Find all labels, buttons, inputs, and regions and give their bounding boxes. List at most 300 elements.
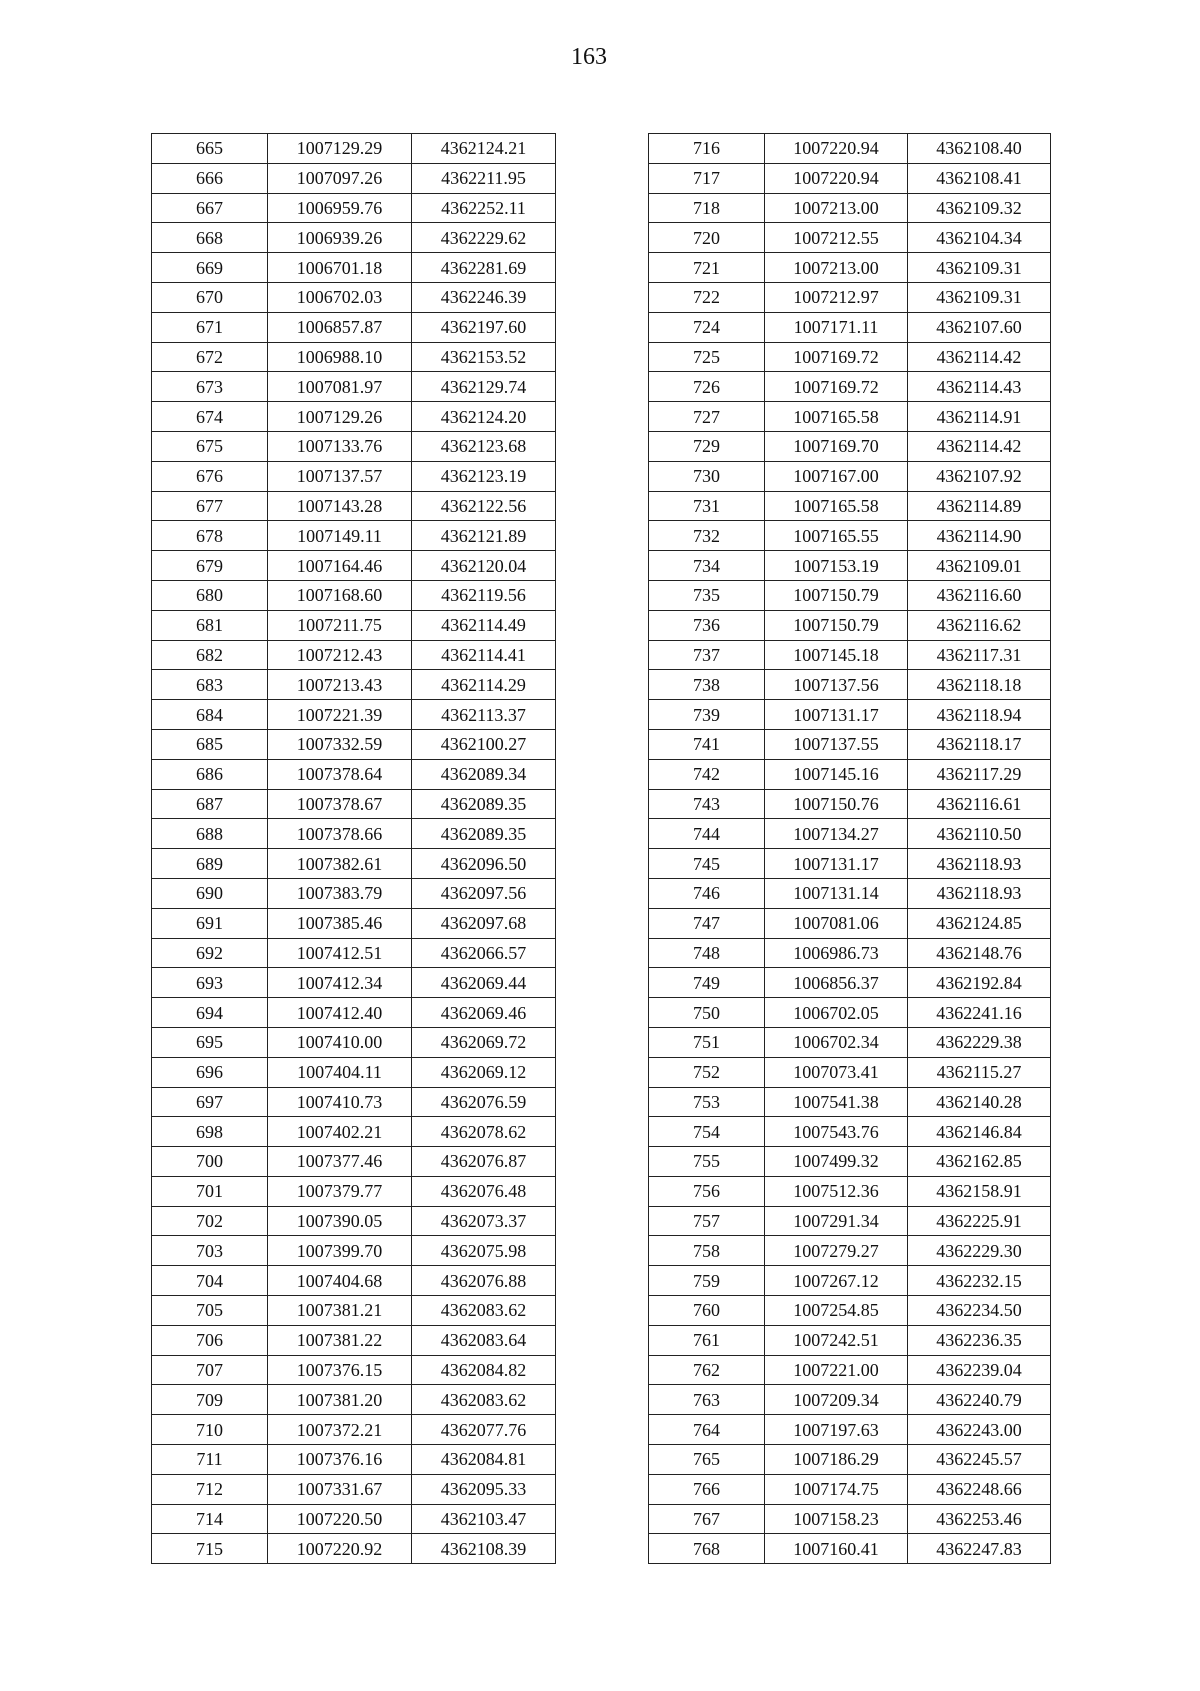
- table-row: [649, 670, 1051, 700]
- point-number-cell: 716: [649, 134, 765, 164]
- x-coordinate-cell: 1007212.55: [765, 223, 908, 253]
- point-number-cell: 700: [152, 1147, 268, 1177]
- x-coordinate-cell: 1007212.97: [765, 282, 908, 312]
- point-number-cell: 673: [152, 372, 268, 402]
- table-row: [649, 1504, 1051, 1534]
- point-number-cell: 745: [649, 849, 765, 879]
- y-coordinate-cell: 4362197.60: [412, 312, 556, 342]
- point-number-cell: 683: [152, 670, 268, 700]
- table-row: [152, 134, 556, 164]
- y-coordinate-cell: 4362115.27: [908, 1057, 1051, 1087]
- y-coordinate-cell: 4362097.68: [412, 908, 556, 938]
- y-coordinate-cell: 4362089.35: [412, 819, 556, 849]
- point-number-cell: 676: [152, 461, 268, 491]
- table-row: [152, 968, 556, 998]
- x-coordinate-cell: 1007143.28: [268, 491, 412, 521]
- x-coordinate-cell: 1007137.55: [765, 729, 908, 759]
- table-row: [649, 134, 1051, 164]
- y-coordinate-cell: 4362073.37: [412, 1206, 556, 1236]
- x-coordinate-cell: 1007186.29: [765, 1445, 908, 1475]
- point-number-cell: 760: [649, 1296, 765, 1326]
- table-row: [152, 342, 556, 372]
- x-coordinate-cell: 1007382.61: [268, 849, 412, 879]
- table-row: [152, 1057, 556, 1087]
- y-coordinate-cell: 4362114.42: [908, 431, 1051, 461]
- x-coordinate-cell: 1007137.57: [268, 461, 412, 491]
- table-row: [152, 789, 556, 819]
- table-row: [152, 253, 556, 283]
- table-row: [649, 849, 1051, 879]
- x-coordinate-cell: 1007169.70: [765, 431, 908, 461]
- table-row: [152, 1325, 556, 1355]
- y-coordinate-cell: 4362076.59: [412, 1087, 556, 1117]
- table-row: [649, 1206, 1051, 1236]
- x-coordinate-cell: 1007541.38: [765, 1087, 908, 1117]
- point-number-cell: 720: [649, 223, 765, 253]
- table-row: [649, 1117, 1051, 1147]
- x-coordinate-cell: 1007213.00: [765, 253, 908, 283]
- point-number-cell: 753: [649, 1087, 765, 1117]
- point-number-cell: 762: [649, 1355, 765, 1385]
- y-coordinate-cell: 4362108.41: [908, 163, 1051, 193]
- table-row: [152, 163, 556, 193]
- table-row: [152, 461, 556, 491]
- x-coordinate-cell: 1007381.21: [268, 1296, 412, 1326]
- y-coordinate-cell: 4362225.91: [908, 1206, 1051, 1236]
- table-row: [649, 372, 1051, 402]
- x-coordinate-cell: 1007081.97: [268, 372, 412, 402]
- y-coordinate-cell: 4362078.62: [412, 1117, 556, 1147]
- point-number-cell: 737: [649, 640, 765, 670]
- y-coordinate-cell: 4362123.68: [412, 431, 556, 461]
- x-coordinate-cell: 1006701.18: [268, 253, 412, 283]
- point-number-cell: 758: [649, 1236, 765, 1266]
- y-coordinate-cell: 4362109.32: [908, 193, 1051, 223]
- table-row: [152, 878, 556, 908]
- x-coordinate-cell: 1007165.58: [765, 491, 908, 521]
- y-coordinate-cell: 4362083.62: [412, 1385, 556, 1415]
- y-coordinate-cell: 4362083.62: [412, 1296, 556, 1326]
- point-number-cell: 696: [152, 1057, 268, 1087]
- x-coordinate-cell: 1007410.00: [268, 1027, 412, 1057]
- y-coordinate-cell: 4362234.50: [908, 1296, 1051, 1326]
- point-number-cell: 739: [649, 700, 765, 730]
- x-coordinate-cell: 1007150.79: [765, 610, 908, 640]
- table-row: [152, 938, 556, 968]
- x-coordinate-cell: 1007150.79: [765, 580, 908, 610]
- point-number-cell: 692: [152, 938, 268, 968]
- x-coordinate-cell: 1007385.46: [268, 908, 412, 938]
- x-coordinate-cell: 1007169.72: [765, 342, 908, 372]
- point-number-cell: 722: [649, 282, 765, 312]
- point-number-cell: 711: [152, 1445, 268, 1475]
- table-row: [152, 1445, 556, 1475]
- point-number-cell: 741: [649, 729, 765, 759]
- table-row: [649, 1027, 1051, 1057]
- table-row: [152, 729, 556, 759]
- y-coordinate-cell: 4362107.60: [908, 312, 1051, 342]
- point-number-cell: 698: [152, 1117, 268, 1147]
- table-row: [649, 1266, 1051, 1296]
- x-coordinate-cell: 1007165.58: [765, 402, 908, 432]
- table-row: [649, 312, 1051, 342]
- x-coordinate-cell: 1007379.77: [268, 1176, 412, 1206]
- table-row: [649, 1176, 1051, 1206]
- y-coordinate-cell: 4362192.84: [908, 968, 1051, 998]
- point-number-cell: 744: [649, 819, 765, 849]
- y-coordinate-cell: 4362118.17: [908, 729, 1051, 759]
- y-coordinate-cell: 4362116.62: [908, 610, 1051, 640]
- table-row: [152, 1415, 556, 1445]
- table-row: [649, 998, 1051, 1028]
- table-row: [152, 819, 556, 849]
- point-number-cell: 717: [649, 163, 765, 193]
- x-coordinate-cell: 1007390.05: [268, 1206, 412, 1236]
- point-number-cell: 752: [649, 1057, 765, 1087]
- x-coordinate-cell: 1006857.87: [268, 312, 412, 342]
- table-row: [649, 1534, 1051, 1564]
- point-number-cell: 685: [152, 729, 268, 759]
- table-row: [649, 1236, 1051, 1266]
- y-coordinate-cell: 4362076.88: [412, 1266, 556, 1296]
- table-row: [152, 700, 556, 730]
- y-coordinate-cell: 4362162.85: [908, 1147, 1051, 1177]
- x-coordinate-cell: 1007168.60: [268, 580, 412, 610]
- x-coordinate-cell: 1007212.43: [268, 640, 412, 670]
- table-row: [152, 1176, 556, 1206]
- x-coordinate-cell: 1007133.76: [268, 431, 412, 461]
- point-number-cell: 672: [152, 342, 268, 372]
- y-coordinate-cell: 4362240.79: [908, 1385, 1051, 1415]
- point-number-cell: 665: [152, 134, 268, 164]
- y-coordinate-cell: 4362097.56: [412, 878, 556, 908]
- table-row: [152, 312, 556, 342]
- y-coordinate-cell: 4362116.60: [908, 580, 1051, 610]
- table-row: [152, 580, 556, 610]
- x-coordinate-cell: 1007267.12: [765, 1266, 908, 1296]
- y-coordinate-cell: 4362089.34: [412, 759, 556, 789]
- table-row: [649, 461, 1051, 491]
- table-row: [152, 282, 556, 312]
- page-number: 163: [571, 44, 607, 70]
- table-row: [649, 1296, 1051, 1326]
- point-number-cell: 701: [152, 1176, 268, 1206]
- y-coordinate-cell: 4362066.57: [412, 938, 556, 968]
- table-row: [649, 491, 1051, 521]
- x-coordinate-cell: 1006988.10: [268, 342, 412, 372]
- table-row: [152, 402, 556, 432]
- point-number-cell: 725: [649, 342, 765, 372]
- y-coordinate-cell: 4362108.39: [412, 1534, 556, 1564]
- x-coordinate-cell: 1007213.00: [765, 193, 908, 223]
- y-coordinate-cell: 4362124.20: [412, 402, 556, 432]
- x-coordinate-cell: 1007097.26: [268, 163, 412, 193]
- table-row: [152, 223, 556, 253]
- point-number-cell: 684: [152, 700, 268, 730]
- x-coordinate-cell: 1007402.21: [268, 1117, 412, 1147]
- table-row: [649, 1087, 1051, 1117]
- point-number-cell: 697: [152, 1087, 268, 1117]
- y-coordinate-cell: 4362241.16: [908, 998, 1051, 1028]
- y-coordinate-cell: 4362236.35: [908, 1325, 1051, 1355]
- point-number-cell: 678: [152, 521, 268, 551]
- point-number-cell: 691: [152, 908, 268, 938]
- point-number-cell: 731: [649, 491, 765, 521]
- x-coordinate-cell: 1007378.67: [268, 789, 412, 819]
- x-coordinate-cell: 1007499.32: [765, 1147, 908, 1177]
- x-coordinate-cell: 1007153.19: [765, 551, 908, 581]
- x-coordinate-cell: 1006856.37: [765, 968, 908, 998]
- table-row: [152, 1236, 556, 1266]
- point-number-cell: 718: [649, 193, 765, 223]
- point-number-cell: 680: [152, 580, 268, 610]
- table-row: [152, 521, 556, 551]
- point-number-cell: 687: [152, 789, 268, 819]
- x-coordinate-cell: 1007220.94: [765, 163, 908, 193]
- x-coordinate-cell: 1007165.55: [765, 521, 908, 551]
- y-coordinate-cell: 4362113.37: [412, 700, 556, 730]
- y-coordinate-cell: 4362123.19: [412, 461, 556, 491]
- x-coordinate-cell: 1007412.34: [268, 968, 412, 998]
- table-row: [152, 1027, 556, 1057]
- table-row: [649, 1474, 1051, 1504]
- y-coordinate-cell: 4362109.31: [908, 253, 1051, 283]
- x-coordinate-cell: 1007399.70: [268, 1236, 412, 1266]
- point-number-cell: 750: [649, 998, 765, 1028]
- x-coordinate-cell: 1007381.20: [268, 1385, 412, 1415]
- table-row: [152, 1296, 556, 1326]
- table-row: [152, 193, 556, 223]
- table-row: [152, 491, 556, 521]
- y-coordinate-cell: 4362114.41: [412, 640, 556, 670]
- table-row: [152, 670, 556, 700]
- x-coordinate-cell: 1007381.22: [268, 1325, 412, 1355]
- y-coordinate-cell: 4362146.84: [908, 1117, 1051, 1147]
- x-coordinate-cell: 1007412.51: [268, 938, 412, 968]
- y-coordinate-cell: 4362095.33: [412, 1474, 556, 1504]
- y-coordinate-cell: 4362114.29: [412, 670, 556, 700]
- x-coordinate-cell: 1007213.43: [268, 670, 412, 700]
- y-coordinate-cell: 4362229.38: [908, 1027, 1051, 1057]
- y-coordinate-cell: 4362114.90: [908, 521, 1051, 551]
- table-row: [649, 1147, 1051, 1177]
- point-number-cell: 727: [649, 402, 765, 432]
- y-coordinate-cell: 4362153.52: [412, 342, 556, 372]
- table-row: [152, 908, 556, 938]
- point-number-cell: 735: [649, 580, 765, 610]
- point-number-cell: 748: [649, 938, 765, 968]
- table-row: [649, 551, 1051, 581]
- y-coordinate-cell: 4362140.28: [908, 1087, 1051, 1117]
- x-coordinate-cell: 1007376.15: [268, 1355, 412, 1385]
- x-coordinate-cell: 1007145.16: [765, 759, 908, 789]
- table-row: [649, 1385, 1051, 1415]
- table-row: [649, 878, 1051, 908]
- x-coordinate-cell: 1007209.34: [765, 1385, 908, 1415]
- table-row: [152, 1355, 556, 1385]
- x-coordinate-cell: 1006939.26: [268, 223, 412, 253]
- x-coordinate-cell: 1007220.94: [765, 134, 908, 164]
- y-coordinate-cell: 4362114.91: [908, 402, 1051, 432]
- x-coordinate-cell: 1007197.63: [765, 1415, 908, 1445]
- y-coordinate-cell: 4362083.64: [412, 1325, 556, 1355]
- point-number-cell: 681: [152, 610, 268, 640]
- y-coordinate-cell: 4362100.27: [412, 729, 556, 759]
- table-row: [649, 700, 1051, 730]
- table-row: [649, 1355, 1051, 1385]
- table-row: [649, 938, 1051, 968]
- x-coordinate-cell: 1006702.05: [765, 998, 908, 1028]
- x-coordinate-cell: 1007242.51: [765, 1325, 908, 1355]
- table-row: [152, 610, 556, 640]
- table-row: [152, 1117, 556, 1147]
- y-coordinate-cell: 4362253.46: [908, 1504, 1051, 1534]
- y-coordinate-cell: 4362118.93: [908, 849, 1051, 879]
- table-row: [649, 521, 1051, 551]
- y-coordinate-cell: 4362129.74: [412, 372, 556, 402]
- y-coordinate-cell: 4362119.56: [412, 580, 556, 610]
- point-number-cell: 709: [152, 1385, 268, 1415]
- table-row: [649, 431, 1051, 461]
- point-number-cell: 749: [649, 968, 765, 998]
- x-coordinate-cell: 1007160.41: [765, 1534, 908, 1564]
- y-coordinate-cell: 4362076.87: [412, 1147, 556, 1177]
- y-coordinate-cell: 4362114.89: [908, 491, 1051, 521]
- x-coordinate-cell: 1007220.50: [268, 1504, 412, 1534]
- table-row: [152, 551, 556, 581]
- y-coordinate-cell: 4362069.12: [412, 1057, 556, 1087]
- table-row: [649, 759, 1051, 789]
- point-number-cell: 743: [649, 789, 765, 819]
- table-row: [649, 968, 1051, 998]
- table-row: [649, 580, 1051, 610]
- point-number-cell: 706: [152, 1325, 268, 1355]
- point-number-cell: 695: [152, 1027, 268, 1057]
- point-number-cell: 689: [152, 849, 268, 879]
- x-coordinate-cell: 1007167.00: [765, 461, 908, 491]
- y-coordinate-cell: 4362211.95: [412, 163, 556, 193]
- y-coordinate-cell: 4362077.76: [412, 1415, 556, 1445]
- table-row: [152, 1087, 556, 1117]
- y-coordinate-cell: 4362104.34: [908, 223, 1051, 253]
- table-row: [152, 1147, 556, 1177]
- table-row: [649, 729, 1051, 759]
- y-coordinate-cell: 4362117.29: [908, 759, 1051, 789]
- table-row: [649, 610, 1051, 640]
- x-coordinate-cell: 1007378.64: [268, 759, 412, 789]
- table-row: [649, 1057, 1051, 1087]
- table-row: [152, 372, 556, 402]
- y-coordinate-cell: 4362117.31: [908, 640, 1051, 670]
- table-row: [152, 1385, 556, 1415]
- table-row: [649, 1415, 1051, 1445]
- y-coordinate-cell: 4362124.85: [908, 908, 1051, 938]
- table-row: [152, 1534, 556, 1564]
- x-coordinate-cell: 1007221.39: [268, 700, 412, 730]
- point-number-cell: 666: [152, 163, 268, 193]
- y-coordinate-cell: 4362107.92: [908, 461, 1051, 491]
- point-number-cell: 757: [649, 1206, 765, 1236]
- table-row: [649, 223, 1051, 253]
- x-coordinate-cell: 1007543.76: [765, 1117, 908, 1147]
- point-number-cell: 734: [649, 551, 765, 581]
- table-row: [649, 163, 1051, 193]
- y-coordinate-cell: 4362243.00: [908, 1415, 1051, 1445]
- point-number-cell: 710: [152, 1415, 268, 1445]
- point-number-cell: 693: [152, 968, 268, 998]
- table-row: [649, 1325, 1051, 1355]
- y-coordinate-cell: 4362158.91: [908, 1176, 1051, 1206]
- point-number-cell: 675: [152, 431, 268, 461]
- x-coordinate-cell: 1007383.79: [268, 878, 412, 908]
- y-coordinate-cell: 4362118.93: [908, 878, 1051, 908]
- x-coordinate-cell: 1007137.56: [765, 670, 908, 700]
- table-row: [649, 789, 1051, 819]
- y-coordinate-cell: 4362109.01: [908, 551, 1051, 581]
- point-number-cell: 714: [152, 1504, 268, 1534]
- point-number-cell: 746: [649, 878, 765, 908]
- point-number-cell: 764: [649, 1415, 765, 1445]
- table-row: [649, 908, 1051, 938]
- x-coordinate-cell: 1007254.85: [765, 1296, 908, 1326]
- y-coordinate-cell: 4362247.83: [908, 1534, 1051, 1564]
- y-coordinate-cell: 4362096.50: [412, 849, 556, 879]
- x-coordinate-cell: 1007164.46: [268, 551, 412, 581]
- point-number-cell: 705: [152, 1296, 268, 1326]
- table-row: [649, 402, 1051, 432]
- point-number-cell: 688: [152, 819, 268, 849]
- table-row: [152, 431, 556, 461]
- y-coordinate-cell: 4362069.72: [412, 1027, 556, 1057]
- table-row: [649, 640, 1051, 670]
- x-coordinate-cell: 1007081.06: [765, 908, 908, 938]
- point-number-cell: 761: [649, 1325, 765, 1355]
- y-coordinate-cell: 4362075.98: [412, 1236, 556, 1266]
- x-coordinate-cell: 1007129.26: [268, 402, 412, 432]
- point-number-cell: 670: [152, 282, 268, 312]
- coordinate-table-right: [648, 133, 1051, 1564]
- point-number-cell: 694: [152, 998, 268, 1028]
- x-coordinate-cell: 1007211.75: [268, 610, 412, 640]
- y-coordinate-cell: 4362232.15: [908, 1266, 1051, 1296]
- point-number-cell: 704: [152, 1266, 268, 1296]
- y-coordinate-cell: 4362245.57: [908, 1445, 1051, 1475]
- x-coordinate-cell: 1007131.17: [765, 700, 908, 730]
- x-coordinate-cell: 1007376.16: [268, 1445, 412, 1475]
- x-coordinate-cell: 1007150.76: [765, 789, 908, 819]
- table-row: [152, 849, 556, 879]
- point-number-cell: 768: [649, 1534, 765, 1564]
- y-coordinate-cell: 4362069.44: [412, 968, 556, 998]
- point-number-cell: 679: [152, 551, 268, 581]
- x-coordinate-cell: 1007412.40: [268, 998, 412, 1028]
- point-number-cell: 754: [649, 1117, 765, 1147]
- x-coordinate-cell: 1007512.36: [765, 1176, 908, 1206]
- point-number-cell: 686: [152, 759, 268, 789]
- y-coordinate-cell: 4362246.39: [412, 282, 556, 312]
- y-coordinate-cell: 4362114.43: [908, 372, 1051, 402]
- y-coordinate-cell: 4362109.31: [908, 282, 1051, 312]
- x-coordinate-cell: 1007377.46: [268, 1147, 412, 1177]
- point-number-cell: 690: [152, 878, 268, 908]
- point-number-cell: 759: [649, 1266, 765, 1296]
- point-number-cell: 721: [649, 253, 765, 283]
- point-number-cell: 730: [649, 461, 765, 491]
- point-number-cell: 747: [649, 908, 765, 938]
- point-number-cell: 755: [649, 1147, 765, 1177]
- point-number-cell: 667: [152, 193, 268, 223]
- y-coordinate-cell: 4362229.30: [908, 1236, 1051, 1266]
